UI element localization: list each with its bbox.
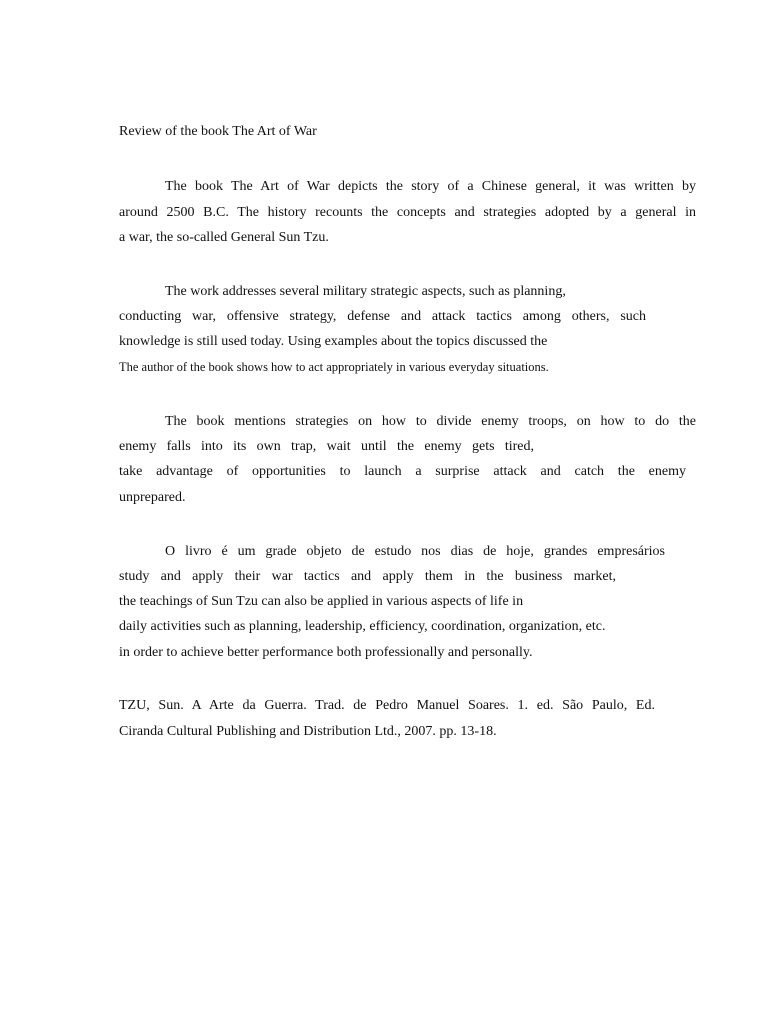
- reference-line: TZU, Sun. A Arte da Guerra. Trad. de Pedro Manuel Soares. 1. ed. São Paulo, Ed.: [119, 698, 655, 713]
- paragraph-line: conducting war, offensive strategy, defense and attack tactics among others, such: [119, 309, 646, 324]
- paragraph-line: O livro é um grade objeto de estudo nos dias de hoje, grandes empresários: [165, 544, 665, 559]
- paragraph-line: study and apply their war tactics and apply them in the business market,: [119, 569, 616, 584]
- paragraph-line: The author of the book shows how to act appropriately in various everyday situations.: [119, 360, 549, 374]
- reference-line: Ciranda Cultural Publishing and Distribution Ltd., 2007. pp. 13-18.: [119, 724, 497, 739]
- paragraph-line: around 2500 B.C. The history recounts the concepts and strategies adopted by a general in: [119, 205, 696, 220]
- paragraph-line: The book The Art of War depicts the story of a Chinese general, it was written by: [165, 179, 696, 194]
- paragraph-line: take advantage of opportunities to launch a surprise attack and catch the enemy: [119, 464, 686, 479]
- paragraph-line: daily activities such as planning, leadership, efficiency, coordination, organization, etc.: [119, 619, 606, 634]
- paragraph-line: The book mentions strategies on how to divide enemy troops, on how to do the: [165, 414, 696, 429]
- paragraph-line: a war, the so-called General Sun Tzu.: [119, 230, 329, 245]
- paragraph-line: unprepared.: [119, 490, 186, 505]
- document-title: Review of the book The Art of War: [119, 124, 317, 139]
- paragraph-line: enemy falls into its own trap, wait until the enemy gets tired,: [119, 439, 534, 454]
- paragraph-line: the teachings of Sun Tzu can also be applied in various aspects of life in: [119, 594, 524, 609]
- paragraph-line: knowledge is still used today. Using examples about the topics discussed the: [119, 334, 548, 349]
- paragraph-line: in order to achieve better performance both professionally and personally.: [119, 645, 533, 660]
- paragraph-line: The work addresses several military strategic aspects, such as planning,: [165, 284, 566, 299]
